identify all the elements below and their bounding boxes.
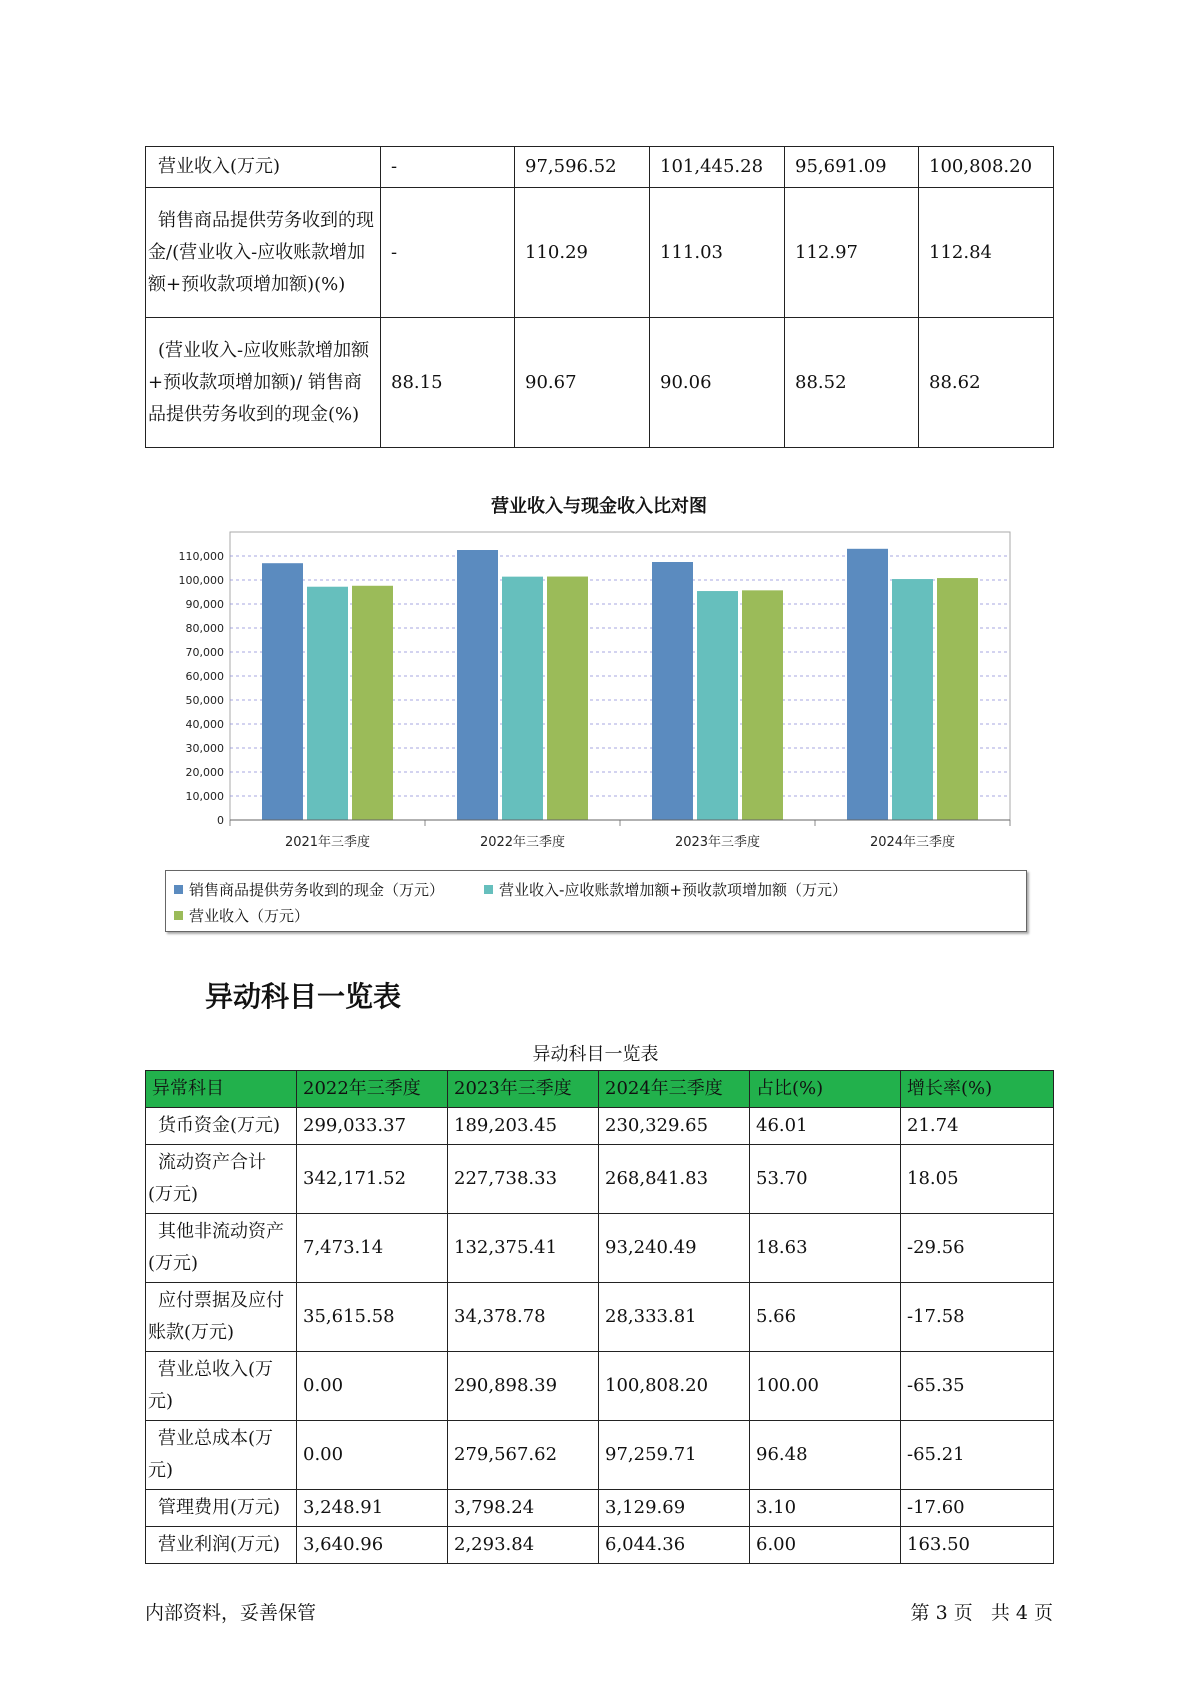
y-tick-label: 10,000 (185, 790, 224, 803)
table-cell: 3,798.24 (448, 1490, 599, 1527)
table-row (146, 1352, 1054, 1421)
table-cell: -17.60 (901, 1490, 1054, 1527)
column-header: 异常科目 (146, 1071, 297, 1108)
bar (697, 591, 738, 820)
y-tick-label: 50,000 (185, 694, 224, 707)
row-label: 营业利润(万元) (146, 1527, 297, 1564)
column-header: 占比(%) (750, 1071, 901, 1108)
legend-swatch (174, 911, 183, 920)
table-row (146, 1214, 1054, 1283)
legend-item (174, 905, 309, 926)
table-row (146, 147, 1054, 188)
row-label: 流动资产合计(万元) (146, 1145, 297, 1214)
row-label: 营业收入(万元) (146, 147, 381, 188)
table-row (146, 1108, 1054, 1145)
table-cell: 18.05 (901, 1145, 1054, 1214)
bar (892, 579, 933, 820)
table-cell: 100,808.20 (919, 147, 1054, 188)
table-cell: 88.62 (919, 318, 1054, 448)
bar (547, 577, 588, 820)
table-cell: 28,333.81 (599, 1283, 750, 1352)
x-tick-label: 2023年三季度 (674, 835, 761, 850)
table-cell: 88.52 (785, 318, 919, 448)
table-cell: 163.50 (901, 1527, 1054, 1564)
bar (307, 587, 348, 820)
row-label: 销售商品提供劳务收到的现金/(营业收入-应收账款增加额+预收款项增加额)(%) (146, 188, 381, 318)
table-cell: 279,567.62 (448, 1421, 599, 1490)
x-tick-label: 2024年三季度 (869, 835, 956, 850)
table-cell: 3.10 (750, 1490, 901, 1527)
table-cell: -29.56 (901, 1214, 1054, 1283)
table-cell: 6.00 (750, 1527, 901, 1564)
revenue-cash-table (145, 146, 1054, 448)
table-row (146, 1490, 1054, 1527)
row-label: 货币资金(万元) (146, 1108, 297, 1145)
table-header-row (146, 1071, 1054, 1108)
table-cell: 34,378.78 (448, 1283, 599, 1352)
table-cell: 2,293.84 (448, 1527, 599, 1564)
y-tick-label: 70,000 (185, 646, 224, 659)
table-row (146, 318, 1054, 448)
table-cell: 227,738.33 (448, 1145, 599, 1214)
chart-plot (145, 522, 1053, 867)
table-cell: 97,596.52 (515, 147, 650, 188)
table-row (146, 1527, 1054, 1564)
bar (502, 577, 543, 820)
legend-label: 销售商品提供劳务收到的现金（万元） (189, 881, 445, 899)
legend-label: 营业收入-应收账款增加额+预收款项增加额（万元） (499, 881, 847, 899)
chart-legend (165, 870, 1027, 932)
table-cell: 268,841.83 (599, 1145, 750, 1214)
table-cell: 88.15 (381, 318, 515, 448)
table-cell: 189,203.45 (448, 1108, 599, 1145)
chart-title: 营业收入与现金收入比对图 (491, 496, 707, 517)
bar-chart (145, 492, 1053, 942)
column-header: 2022年三季度 (297, 1071, 448, 1108)
y-tick-label: 0 (217, 814, 224, 827)
table-cell: 90.06 (650, 318, 785, 448)
table-row (146, 1421, 1054, 1490)
bar (937, 578, 978, 820)
table-cell: 101,445.28 (650, 147, 785, 188)
row-label: 营业总成本(万元) (146, 1421, 297, 1490)
table-cell: 95,691.09 (785, 147, 919, 188)
table-cell: - (381, 147, 515, 188)
legend-swatch (484, 885, 493, 894)
table-cell: -65.21 (901, 1421, 1054, 1490)
table-cell: 0.00 (297, 1421, 448, 1490)
table-cell: 3,640.96 (297, 1527, 448, 1564)
table-cell: 290,898.39 (448, 1352, 599, 1421)
table-row (146, 1145, 1054, 1214)
table-cell: 35,615.58 (297, 1283, 448, 1352)
table-cell: 110.29 (515, 188, 650, 318)
table-cell: 3,129.69 (599, 1490, 750, 1527)
y-tick-label: 40,000 (185, 718, 224, 731)
table-cell: 3,248.91 (297, 1490, 448, 1527)
table-cell: 100,808.20 (599, 1352, 750, 1421)
table-cell: 46.01 (750, 1108, 901, 1145)
legend-swatch (174, 885, 183, 894)
table-cell: 93,240.49 (599, 1214, 750, 1283)
y-tick-label: 80,000 (185, 622, 224, 635)
row-label: 其他非流动资产(万元) (146, 1214, 297, 1283)
section-heading: 异动科目一览表 (205, 980, 402, 1013)
x-tick-label: 2022年三季度 (479, 835, 566, 850)
y-tick-label: 60,000 (185, 670, 224, 683)
column-header: 2023年三季度 (448, 1071, 599, 1108)
table-cell: 342,171.52 (297, 1145, 448, 1214)
footer-confidential: 内部资料，妥善保管 (145, 1602, 317, 1624)
table-cell: 5.66 (750, 1283, 901, 1352)
y-tick-label: 90,000 (185, 598, 224, 611)
table-cell: 100.00 (750, 1352, 901, 1421)
column-header: 增长率(%) (901, 1071, 1054, 1108)
row-label: 应付票据及应付账款(万元) (146, 1283, 297, 1352)
table-cell: 132,375.41 (448, 1214, 599, 1283)
abnormal-items-table (145, 1070, 1054, 1564)
table-cell: 112.84 (919, 188, 1054, 318)
table-cell: 53.70 (750, 1145, 901, 1214)
x-tick-label: 2021年三季度 (284, 835, 371, 850)
table-cell: - (381, 188, 515, 318)
table-cell: 299,033.37 (297, 1108, 448, 1145)
bar (652, 562, 693, 820)
bar (352, 586, 393, 820)
table-cell: -17.58 (901, 1283, 1054, 1352)
table-cell: 230,329.65 (599, 1108, 750, 1145)
table-cell: 18.63 (750, 1214, 901, 1283)
table-row (146, 188, 1054, 318)
bar (847, 549, 888, 820)
table-row (146, 1283, 1054, 1352)
y-tick-label: 110,000 (178, 550, 224, 563)
table-caption: 异动科目一览表 (532, 1044, 659, 1065)
bar (457, 550, 498, 820)
table-cell: 0.00 (297, 1352, 448, 1421)
row-label: 营业总收入(万元) (146, 1352, 297, 1421)
table-cell: 97,259.71 (599, 1421, 750, 1490)
column-header: 2024年三季度 (599, 1071, 750, 1108)
table-cell: 7,473.14 (297, 1214, 448, 1283)
table-cell: 6,044.36 (599, 1527, 750, 1564)
row-label: (营业收入-应收账款增加额+预收款项增加额)/ 销售商品提供劳务收到的现金(%) (146, 318, 381, 448)
table-cell: 96.48 (750, 1421, 901, 1490)
legend-item (174, 879, 444, 900)
bar (742, 590, 783, 820)
table-cell: 90.67 (515, 318, 650, 448)
footer-page-number: 第 3 页 共 4 页 (910, 1602, 1053, 1624)
y-tick-label: 30,000 (185, 742, 224, 755)
y-tick-label: 20,000 (185, 766, 224, 779)
legend-label: 营业收入（万元） (189, 907, 310, 925)
table-cell: 112.97 (785, 188, 919, 318)
row-label: 管理费用(万元) (146, 1490, 297, 1527)
table-cell: 111.03 (650, 188, 785, 318)
table-cell: 21.74 (901, 1108, 1054, 1145)
bar (262, 563, 303, 820)
y-tick-label: 100,000 (178, 574, 224, 587)
table-cell: -65.35 (901, 1352, 1054, 1421)
legend-item (484, 879, 847, 900)
